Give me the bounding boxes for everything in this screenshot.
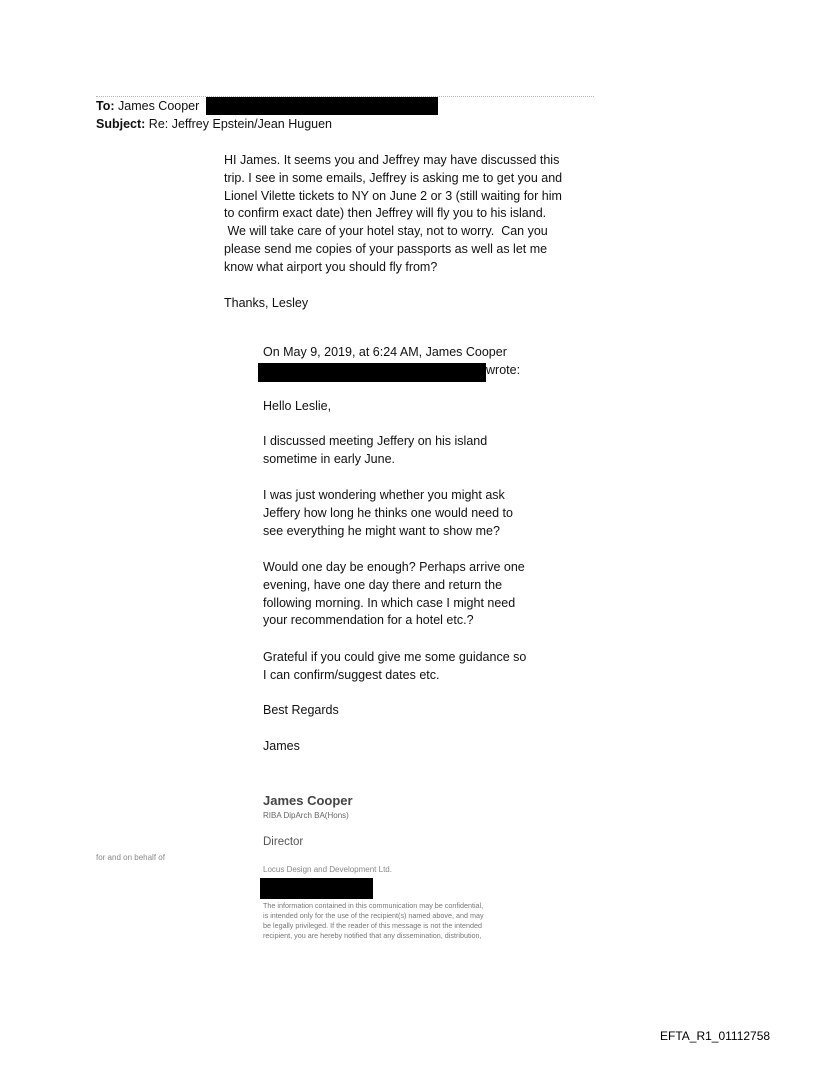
redaction-block xyxy=(258,363,486,382)
signature-title: Director xyxy=(263,836,304,848)
quote-name: James xyxy=(263,739,300,753)
quote-line: Jeffery how long he thinks one would need to xyxy=(263,505,513,520)
quote-attribution-line2: wrote: xyxy=(486,363,521,377)
signature-name: James Cooper xyxy=(263,793,353,808)
reply-signoff: Thanks, Lesley xyxy=(224,296,309,310)
quote-line: evening, have one day there and return the xyxy=(263,577,503,592)
reply-line: We will take care of your hotel stay, not to worry. Can you xyxy=(224,224,548,239)
quote-line: I discussed meeting Jeffery on his island xyxy=(263,434,488,448)
to-value: James Cooper xyxy=(118,99,200,113)
quote-greeting: Hello Leslie, xyxy=(263,399,332,413)
reply-line: know what airport you should fly from? xyxy=(224,259,438,274)
quote-paragraph xyxy=(263,487,513,540)
quote-line: I was just wondering whether you might ask xyxy=(263,488,505,502)
quote-paragraph xyxy=(263,649,526,685)
disclaimer-line: is intended only for the use of the recipient(s) named above, and may xyxy=(263,911,484,920)
reply-line: please send me copies of your passports as well as let me xyxy=(224,241,548,256)
reply-line: HI James. It seems you and Jeffrey may have discussed this xyxy=(224,153,560,167)
document-id: EFTA_R1_01112758 xyxy=(660,1029,771,1043)
to-line xyxy=(96,98,199,115)
disclaimer-line: The information contained in this communication may be confidential, xyxy=(263,901,484,910)
reply-line: Lionel Vilette tickets to NY on June 2 or 3 (still waiting for him xyxy=(224,188,562,203)
disclaimer-line: recipient, you are hereby notified that any dissemination, distribution, xyxy=(263,931,482,940)
quote-closing: Best Regards xyxy=(263,703,339,717)
subject-line xyxy=(96,116,332,133)
redaction-block xyxy=(206,97,438,115)
signature-company: Locus Design and Development Ltd. xyxy=(263,865,392,874)
signature-behalf: for and on behalf of xyxy=(96,853,165,862)
redaction-block xyxy=(260,878,373,899)
quote-attribution-line1: On May 9, 2019, at 6:24 AM, James Cooper xyxy=(263,345,507,359)
quote-line: I can confirm/suggest dates etc. xyxy=(263,667,440,682)
quote-paragraph xyxy=(263,559,525,630)
disclaimer-line: be legally privileged. If the reader of this message is not the intended xyxy=(263,921,482,930)
quote-line: following morning. In which case I might need xyxy=(263,595,516,610)
reply-line: to confirm exact date) then Jeffrey will fly you to his island. xyxy=(224,206,547,221)
reply-line: trip. I see in some emails, Jeffrey is asking me to get you and xyxy=(224,170,563,185)
disclaimer xyxy=(263,901,563,941)
to-label: To: xyxy=(96,99,115,113)
quote-line: your recommendation for a hotel etc.? xyxy=(263,613,474,628)
quote-line: Grateful if you could give me some guidance so xyxy=(263,650,527,664)
quote-paragraph xyxy=(263,433,487,469)
reply-body xyxy=(224,152,604,277)
quote-line: sometime in early June. xyxy=(263,451,396,466)
subject-value: Re: Jeffrey Epstein/Jean Huguen xyxy=(148,117,333,131)
subject-label: Subject: xyxy=(96,117,146,131)
quote-line: Would one day be enough? Perhaps arrive one xyxy=(263,560,525,574)
signature-credentials: RIBA DipArch BA(Hons) xyxy=(263,811,349,820)
quote-line: see everything he might want to show me? xyxy=(263,523,500,538)
